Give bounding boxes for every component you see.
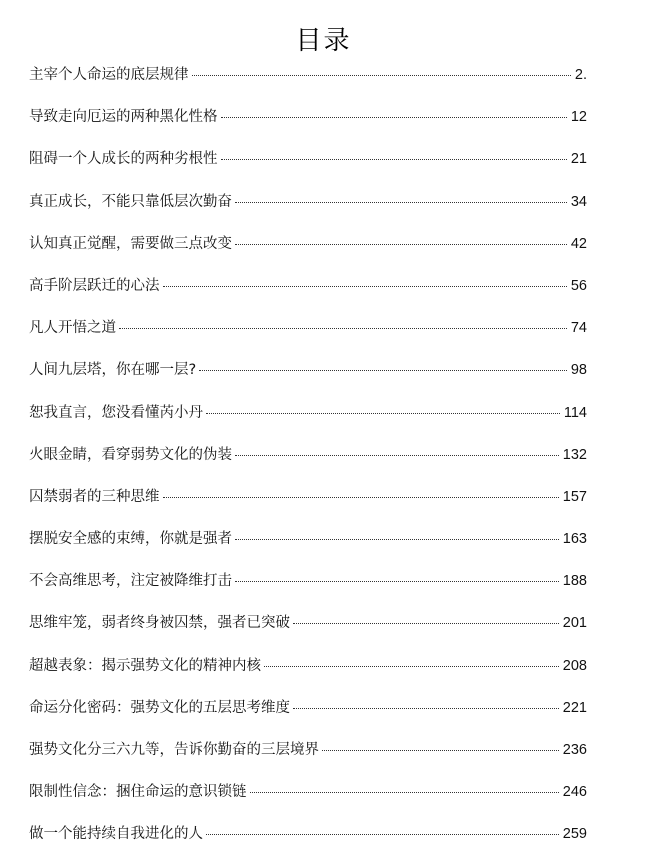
toc-entry-title: 高手阶层跃迁的心法 <box>29 277 160 294</box>
dot-leader <box>264 666 559 667</box>
toc-entry-title: 做一个能持续自我进化的人 <box>29 826 203 843</box>
toc-entry[interactable] <box>29 146 587 188</box>
toc-entry[interactable] <box>29 526 587 568</box>
dot-leader <box>163 286 567 287</box>
dot-leader <box>235 202 567 203</box>
toc-entry-page: 56 <box>570 277 587 294</box>
dot-leader <box>235 455 559 456</box>
toc-entry-title: 人间九层塔，你在哪一层? <box>29 362 197 379</box>
toc-entry-title: 恕我直言，您没看懂芮小丹 <box>29 404 203 421</box>
toc-entry[interactable] <box>29 315 587 357</box>
toc-entry-page: 208 <box>562 657 587 674</box>
toc-entry[interactable] <box>29 442 587 484</box>
toc-entry-title: 思维牢笼，弱者终身被囚禁，强者已突破 <box>29 615 290 632</box>
toc-entry-page: 163 <box>562 531 587 548</box>
toc-entry[interactable] <box>29 231 587 273</box>
dot-leader <box>119 328 567 329</box>
toc-entry-page: 246 <box>562 784 587 801</box>
toc-entry-title: 囚禁弱者的三种思维 <box>29 488 160 505</box>
toc-entry-title: 阻碍一个人成长的两种劣根性 <box>29 151 218 168</box>
toc-entry-title: 导致走向厄运的两种黑化性格 <box>29 109 218 126</box>
dot-leader <box>322 750 559 751</box>
toc-list <box>29 62 587 864</box>
dot-leader <box>192 75 571 76</box>
toc-entry-title: 认知真正觉醒，需要做三点改变 <box>29 235 232 252</box>
toc-entry-title: 强势文化分三六九等，告诉你勤奋的三层境界 <box>29 742 319 758</box>
dot-leader <box>235 244 567 245</box>
toc-entry-page: 132 <box>562 446 587 463</box>
dot-leader <box>293 623 559 624</box>
toc-entry-title: 火眼金睛，看穿弱势文化的伪装 <box>29 446 232 463</box>
toc-entry-title: 超越表象：揭示强势文化的精神内核 <box>29 657 261 674</box>
toc-title: 目录 <box>295 26 352 57</box>
dot-leader <box>221 159 567 160</box>
toc-entry-page: 236 <box>562 742 587 758</box>
toc-entry[interactable] <box>29 653 587 695</box>
toc-entry-page: 34 <box>570 193 587 210</box>
dot-leader <box>199 370 567 371</box>
toc-entry[interactable] <box>29 568 587 610</box>
toc-entry[interactable] <box>29 62 587 104</box>
toc-entry-title: 命运分化密码：强势文化的五层思考维度 <box>29 699 290 716</box>
toc-entry-page: 157 <box>562 488 587 505</box>
toc-entry-title: 摆脱安全感的束缚，你就是强者 <box>29 531 232 548</box>
dot-leader <box>235 581 559 582</box>
dot-leader <box>293 708 559 709</box>
toc-entry[interactable] <box>29 695 587 737</box>
toc-entry-page: 221 <box>562 699 587 716</box>
toc-entry-page: 188 <box>562 573 587 590</box>
toc-entry[interactable] <box>29 273 587 315</box>
dot-leader <box>221 117 567 118</box>
toc-entry-page: 21 <box>570 151 587 168</box>
toc-entry-page: 74 <box>570 320 587 337</box>
toc-entry[interactable] <box>29 610 587 652</box>
toc-entry-page: 114 <box>563 404 587 421</box>
toc-entry-title: 真正成长，不能只靠低层次勤奋 <box>29 193 232 210</box>
toc-entry-title: 限制性信念：捆住命运的意识锁链 <box>29 784 247 801</box>
toc-entry-page: 42 <box>570 235 587 252</box>
toc-entry-page: 259 <box>562 826 587 843</box>
toc-entry-title: 不会高维思考，注定被降维打击 <box>29 573 232 590</box>
toc-entry[interactable] <box>29 400 587 442</box>
toc-entry[interactable] <box>29 484 587 526</box>
dot-leader <box>206 413 560 414</box>
dot-leader <box>163 497 559 498</box>
toc-entry[interactable] <box>29 779 587 821</box>
toc-entry[interactable] <box>29 189 587 231</box>
dot-leader <box>235 539 559 540</box>
toc-entry[interactable] <box>29 737 587 779</box>
toc-entry-page: 2. <box>574 67 587 83</box>
toc-entry[interactable] <box>29 357 587 399</box>
toc-entry-title: 主宰个人命运的底层规律 <box>29 67 189 83</box>
toc-entry[interactable] <box>29 821 587 863</box>
dot-leader <box>250 792 559 793</box>
toc-entry-page: 98 <box>570 362 587 379</box>
toc-entry[interactable] <box>29 104 587 146</box>
toc-entry-page: 12 <box>570 109 587 126</box>
dot-leader <box>206 834 559 835</box>
toc-entry-title: 凡人开悟之道 <box>29 320 116 337</box>
toc-entry-page: 201 <box>562 615 587 632</box>
